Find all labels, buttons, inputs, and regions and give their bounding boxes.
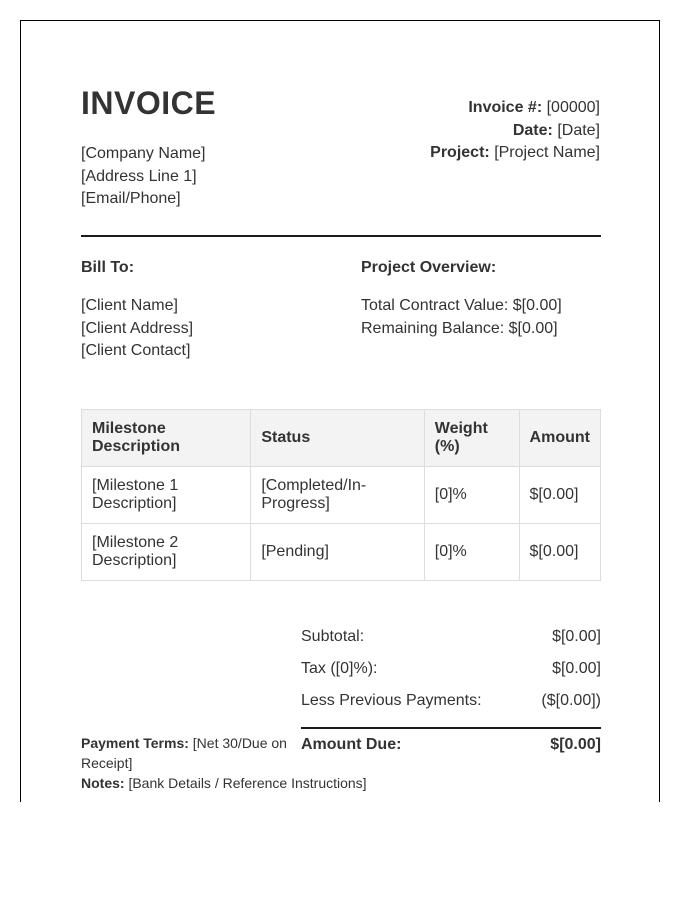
milestone-description-cell: [Milestone 2 Description] — [82, 524, 251, 581]
bill-to-details — [81, 295, 193, 363]
invoice-date-value: [Date] — [557, 121, 600, 139]
notes — [81, 773, 367, 793]
milestone-weight-cell: [0]% — [424, 467, 519, 524]
invoice-number-label: Invoice #: — [468, 99, 543, 116]
milestone-amount-cell: $[0.00] — [519, 524, 600, 581]
milestone-amount-cell: $[0.00] — [519, 467, 600, 524]
notes-label: Notes: — [81, 775, 125, 791]
tax-label: Tax ([0]%): — [301, 660, 378, 677]
client-address: [Client Address] — [81, 319, 194, 337]
invoice-project-row — [430, 142, 600, 165]
project-overview-title: Project Overview: — [361, 259, 497, 276]
previous-payments-row — [301, 685, 601, 717]
previous-payments-value: ($[0.00]) — [541, 692, 601, 709]
notes-value: [Bank Details / Reference Instructions] — [128, 775, 367, 791]
bill-to-title: Bill To: — [81, 259, 135, 276]
payment-terms — [81, 733, 303, 773]
totals-summary — [301, 621, 601, 761]
invoice-title: INVOICE — [81, 85, 217, 121]
header-status: Status — [251, 410, 424, 467]
invoice-number-value: [00000] — [546, 99, 600, 116]
client-contact: [Client Contact] — [81, 342, 191, 359]
table-row — [82, 467, 601, 524]
subtotal-row — [301, 621, 601, 653]
header-divider — [81, 235, 601, 237]
invoice-meta — [430, 97, 600, 165]
tax-value: $[0.00] — [552, 660, 601, 677]
payment-terms-value: [Net 30/Due on Receipt] — [81, 735, 287, 771]
header-weight: Weight (%) — [424, 410, 519, 467]
company-address: [Address Line 1] — [81, 167, 197, 185]
subtotal-value: $[0.00] — [552, 628, 601, 645]
milestone-description-cell: [Milestone 1 Description] — [82, 467, 251, 524]
total-contract-value: Total Contract Value: $[0.00] — [361, 297, 562, 314]
project-overview-details — [361, 295, 562, 340]
invoice-project-value: [Project Name] — [494, 144, 600, 161]
invoice-number-row — [430, 97, 600, 120]
amount-due-value: $[0.00] — [550, 736, 601, 753]
header-milestone-description: Milestone Description — [82, 410, 251, 467]
remaining-balance: Remaining Balance: $[0.00] — [361, 319, 558, 337]
amount-due-label: Amount Due: — [301, 736, 402, 753]
company-contact: [Email/Phone] — [81, 190, 181, 207]
subtotal-label: Subtotal: — [301, 628, 365, 645]
invoice-page — [20, 20, 660, 802]
milestone-status-cell: [Completed/In-Progress] — [251, 467, 424, 524]
invoice-date-label: Date: — [512, 121, 553, 139]
milestone-weight-cell: [0]% — [424, 524, 519, 581]
invoice-date-row — [430, 120, 600, 143]
milestone-status-cell: [Pending] — [251, 524, 424, 581]
company-name: [Company Name] — [81, 145, 206, 162]
company-info — [81, 143, 206, 211]
header-amount: Amount — [519, 410, 600, 467]
amount-due-row — [301, 729, 601, 761]
tax-row — [301, 653, 601, 685]
previous-payments-label: Less Previous Payments: — [301, 692, 482, 709]
invoice-project-label: Project: — [430, 144, 490, 161]
table-row — [82, 524, 601, 581]
client-name: [Client Name] — [81, 297, 178, 314]
payment-terms-label: Payment Terms: — [81, 735, 189, 751]
milestones-table — [81, 409, 601, 581]
table-header-row — [82, 410, 601, 467]
